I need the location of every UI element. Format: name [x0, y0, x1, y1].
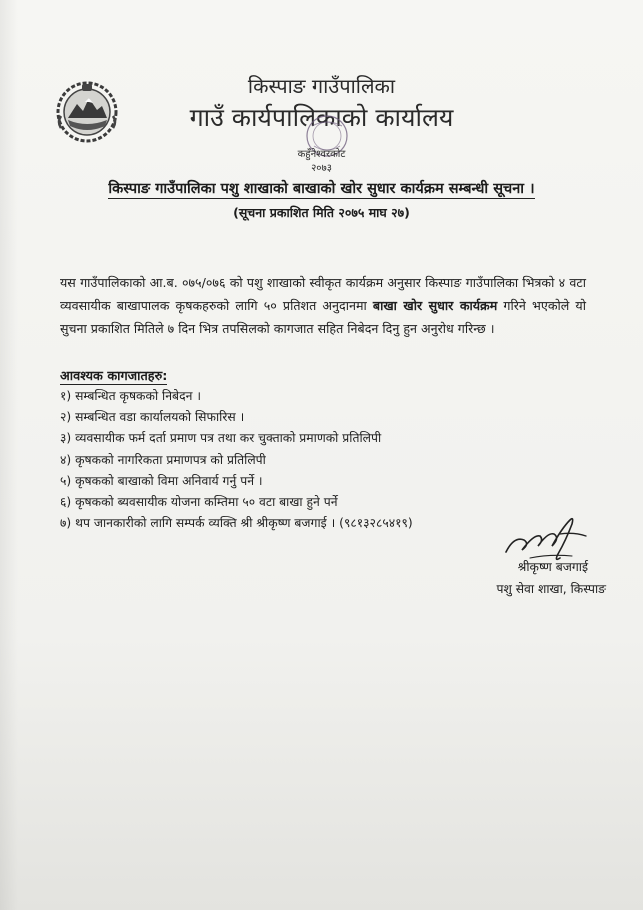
list-item: ३) व्यवसायीक फर्म दर्ता प्रमाण पत्र तथा कर चुक्ताको प्रमाणको प्रतिलिपी: [60, 431, 382, 446]
list-item: ७) थप जानकारीको लागि सम्पर्क व्यक्ति श्री श्रीकृष्ण बजगाई । (९८१३२८५४१९): [60, 516, 413, 531]
notice-body: [60, 271, 586, 340]
list-item: ४) कृषकको नागरिकता प्रमाणपत्र को प्रतिलिपी: [60, 452, 266, 467]
notice-body-text-1: यस गाउँपालिकाको आ.ब. ०७५/०७६ को पशु शाखाको स्वीकृत कार्यक्रम अनुसार किस्पाङ गाउँपालिका भित्रको ४ वटा व्यवसायीक बाखापालक कृषकहरुको लागि ५० प्रतिशत अनुदानमा: [60, 274, 586, 313]
notice-title-text: किस्पाङ गाउँपालिका पशु शाखाको बाखाको खोर सुधार कार्यक्रम सम्बन्धी सूचना ।: [108, 181, 535, 197]
notice-published-date: (सूचना प्रकाशित मिति २०७५ माघ २७): [233, 205, 410, 220]
required-documents-heading: आवश्यक कागजातहरु:: [60, 366, 167, 385]
notice-title: [0, 178, 643, 198]
notice-body-program: बाखा खोर सुधार कार्यक्रम: [372, 297, 498, 313]
list-item: २) सम्बन्धित वडा कार्यालयको सिफारिस ।: [60, 410, 245, 425]
list-item: ५) कृषकको बाखाको विमा अनिवार्य गर्नु पर्ने ।: [60, 473, 263, 488]
required-documents-list: [60, 386, 520, 534]
page-shadow: [0, 0, 18, 910]
office-title: गाउँ कार्यपालिकाको कार्यालय: [189, 103, 454, 132]
signatory-name: श्रीकृष्ण बजगाई: [517, 560, 588, 574]
list-item: १) सम्बन्धित कृषकको निबेदन ।: [60, 389, 201, 403]
notice-body-text-2: गरिने भएकोले यो सुचना प्रकाशित मितिले ७ दिन भित्र तपसिलको कागजात सहित निबेदन दिनु हुन अनुरोध गरिन्छ ।: [60, 297, 586, 336]
list-item: ६) कृषकको ब्यवसायीक योजना कम्तिमा ५० वटा बाखा हुने पर्ने: [60, 494, 338, 509]
signatory-office: पशु सेवा शाखा, किस्पाङ: [496, 582, 606, 596]
office-location: कहुँनेश्वरकोट: [297, 149, 346, 160]
municipality-name: किस्पाङ गाउँपालिका: [247, 74, 396, 98]
established-year: २०७३: [311, 163, 332, 174]
